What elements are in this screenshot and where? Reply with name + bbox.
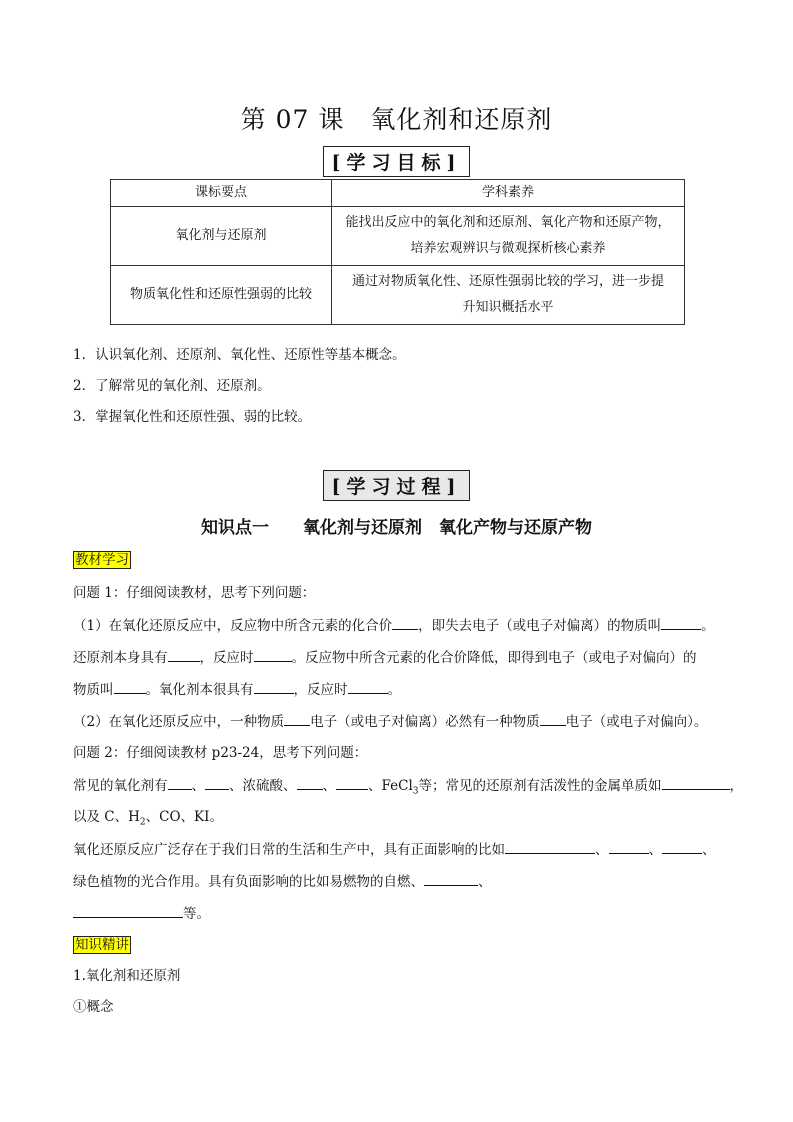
fill-blank[interactable] [168, 647, 200, 662]
text: 还原剂本身具有 [73, 650, 168, 666]
paragraph [73, 647, 697, 668]
text: 、 [595, 842, 609, 858]
process-header-box [0, 470, 793, 501]
tag-textbook: 教材学习 [75, 552, 129, 568]
lesson-title: 第 07 课 氧化剂和还原剂 [240, 105, 553, 134]
table-cell-literacy [332, 207, 685, 266]
table-row [111, 207, 685, 266]
question-2-intro: 问题 2：仔细阅读教材 p23-24，思考下列问题： [73, 745, 368, 761]
text: 。 [387, 682, 401, 698]
fill-blank[interactable] [540, 711, 566, 726]
objectives-header: [学习目标] [323, 146, 471, 177]
text: 、FeCl [368, 778, 413, 794]
fill-blank[interactable] [505, 839, 595, 854]
text: 、浓硫酸、 [229, 778, 297, 794]
text: 、 [322, 778, 336, 794]
table-header-cell: 学科素养 [332, 180, 685, 207]
literacy-line: 培养宏观辨识与微观探析核心素养 [410, 241, 606, 256]
text: 、 [478, 874, 492, 890]
section-subheading: ①概念 [73, 999, 114, 1015]
text: 电子（或电子对偏离）必然有一种物质 [310, 714, 540, 730]
section-heading: 1.氧化剂和还原剂 [73, 968, 181, 984]
fill-blank[interactable] [336, 775, 368, 790]
fill-blank[interactable] [661, 615, 701, 630]
knowledge-point-title: 知识点一 氧化剂与还原剂 氧化产物与还原产物 [201, 518, 592, 538]
paragraph [73, 775, 743, 802]
fill-blank[interactable] [609, 839, 649, 854]
text: ， [729, 778, 743, 794]
fill-blank[interactable] [284, 711, 310, 726]
text: （2）在氧化还原反应中，一种物质 [73, 714, 285, 730]
fill-blank[interactable] [348, 679, 388, 694]
fill-blank[interactable] [168, 775, 192, 790]
text: ，反应时 [293, 682, 348, 698]
fill-blank[interactable] [662, 839, 702, 854]
table-header-row [111, 180, 685, 207]
subscript: 3 [412, 786, 419, 797]
text: ，反应时 [199, 650, 254, 666]
literacy-line: 能找出反应中的氧化剂和还原剂、氧化产物和还原产物， [345, 215, 671, 230]
table-header-cell: 课标要点 [111, 180, 332, 207]
paragraph [73, 839, 716, 860]
goal-item: 3．掌握氧化性和还原性强、弱的比较。 [73, 409, 312, 425]
paragraph [73, 871, 492, 892]
fill-blank[interactable] [662, 775, 730, 790]
text: 物质叫 [73, 682, 114, 698]
tag-knowledge: 知识精讲 [75, 937, 129, 953]
objectives-header-box [0, 146, 793, 177]
text: 。氧化剂本很具有 [145, 682, 254, 698]
text: 、 [702, 842, 716, 858]
fill-blank[interactable] [424, 871, 478, 886]
text: 绿色植物的光合作用。具有负面影响的比如易燃物的自燃、 [73, 874, 424, 890]
tag-line [73, 550, 131, 570]
objectives-table [110, 179, 685, 325]
text: 等；常见的还原剂有活泼性的金属单质如 [418, 778, 662, 794]
literacy-line: 升知识概括水平 [462, 300, 554, 315]
fill-blank[interactable] [114, 679, 146, 694]
table-cell-point: 物质氧化性和还原性强弱的比较 [111, 266, 332, 325]
text: 。 [701, 618, 715, 634]
goal-item: 1．认识氧化剂、还原剂、氧化性、还原性等基本概念。 [73, 347, 406, 363]
table-cell-point: 氧化剂与还原剂 [111, 207, 332, 266]
paragraph [73, 903, 210, 924]
text: 、CO、KI。 [145, 809, 223, 825]
table-cell-literacy [332, 266, 685, 325]
text: 等。 [183, 906, 210, 922]
text: （1）在氧化还原反应中，反应物中所含元素的化合价 [73, 618, 393, 634]
fill-blank[interactable] [392, 615, 418, 630]
fill-blank[interactable] [254, 647, 292, 662]
paragraph [73, 711, 707, 732]
paragraph [73, 807, 223, 833]
text: 。反应物中所含元素的化合价降低，即得到电子（或电子对偏向）的 [291, 650, 697, 666]
fill-blank[interactable] [254, 679, 294, 694]
text: 常见的氧化剂有 [73, 778, 168, 794]
text: 电子（或电子对偏向）。 [565, 714, 708, 730]
text: 氧化还原反应广泛存在于我们日常的生活和生产中，具有正面影响的比如 [73, 842, 505, 858]
question-1-intro: 问题 1：仔细阅读教材，思考下列问题： [73, 585, 316, 601]
text: ，即失去电子（或电子对偏离）的物质叫 [418, 618, 662, 634]
tag-line [73, 935, 131, 955]
paragraph [73, 679, 401, 700]
text: 、 [648, 842, 662, 858]
fill-blank[interactable] [205, 775, 229, 790]
text: 以及 C、H [73, 809, 140, 825]
process-header: [学习过程] [323, 470, 471, 501]
goal-item: 2．了解常见的氧化剂、还原剂。 [73, 378, 271, 394]
fill-blank[interactable] [297, 775, 323, 790]
text: 、 [191, 778, 205, 794]
literacy-line: 通过对物质氧化性、还原性强弱比较的学习，进一步提 [351, 274, 664, 289]
fill-blank[interactable] [73, 903, 183, 918]
table-row [111, 266, 685, 325]
subscript: 2 [139, 817, 146, 828]
paragraph [73, 615, 715, 636]
